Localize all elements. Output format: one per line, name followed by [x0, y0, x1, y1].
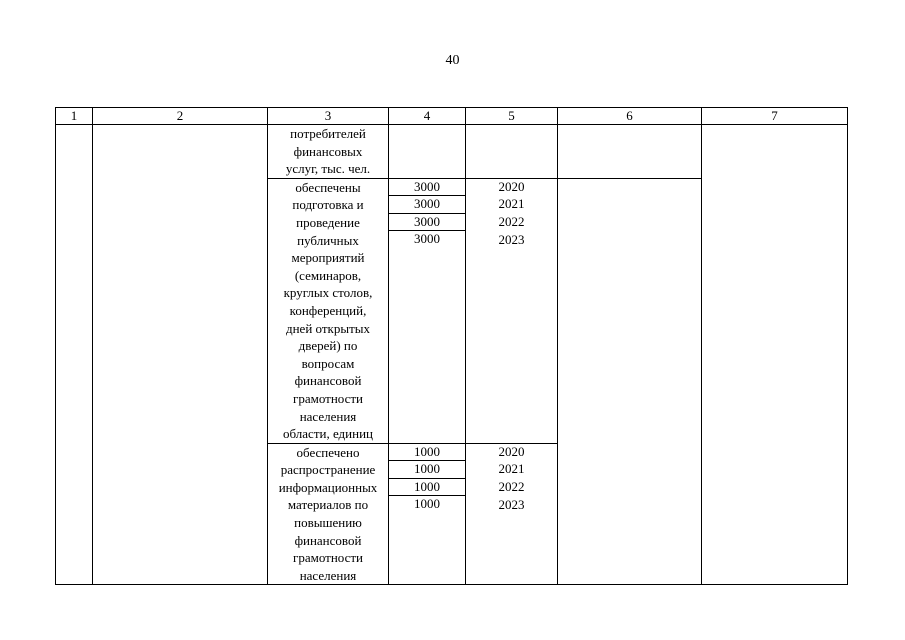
text-line: грамотности	[292, 390, 364, 406]
value-cell: 3000	[389, 213, 466, 230]
indicator-continuation	[268, 125, 389, 179]
column-header: 2	[93, 108, 268, 125]
text-line: населения	[299, 408, 357, 424]
text-line: грамотности	[292, 550, 364, 566]
text-line: повышению	[294, 515, 362, 531]
value-cell: 1000	[389, 443, 466, 461]
text-line: информационных	[278, 479, 378, 495]
text-line: области, единиц	[283, 426, 373, 442]
column-header: 7	[702, 108, 848, 125]
year-line: 2021	[498, 196, 525, 212]
text-line: мероприятий	[291, 250, 365, 266]
text-line: дверей) по	[298, 338, 358, 354]
value-cell	[389, 125, 466, 179]
text-line: конференций,	[289, 302, 367, 318]
text-line: финансовых	[293, 143, 363, 159]
column-header: 5	[466, 108, 558, 125]
value-cell: 3000	[389, 196, 466, 213]
column-header: 3	[268, 108, 389, 125]
text-line: подготовка и	[292, 197, 364, 213]
text-line: потребителей	[290, 126, 366, 141]
table-header-row	[56, 108, 848, 125]
indicator-description	[268, 178, 389, 443]
year-line: 2022	[498, 213, 525, 229]
year-cell	[466, 443, 558, 585]
value-cell: 1000	[389, 496, 466, 585]
text-line: финансовой	[294, 532, 362, 548]
year-line: 2023	[498, 496, 525, 512]
value-cell: 3000	[389, 178, 466, 195]
column-header: 6	[558, 108, 702, 125]
year-cell	[466, 178, 558, 443]
text-line: обеспечено	[296, 444, 360, 460]
table-row	[56, 125, 848, 179]
text-line: проведение	[296, 214, 360, 230]
value-cell: 1000	[389, 478, 466, 496]
column-header: 1	[56, 108, 93, 125]
value-cell: 1000	[389, 461, 466, 479]
year-line: 2020	[498, 443, 525, 459]
indicator-description	[268, 443, 389, 585]
column-header: 4	[389, 108, 466, 125]
text-line: обеспечены	[295, 179, 361, 195]
col6-cell	[558, 178, 702, 585]
text-line: услуг, тыс. чел.	[285, 161, 371, 177]
year-line: 2020	[498, 178, 525, 194]
text-line: вопросам	[301, 355, 355, 371]
text-line: населения	[299, 567, 357, 583]
year-cell	[466, 125, 558, 179]
year-line: 2023	[498, 231, 525, 247]
text-line: круглых столов,	[283, 285, 373, 301]
text-line: финансовой	[294, 373, 362, 389]
year-line: 2021	[498, 461, 525, 477]
text-line: дней открытых	[285, 320, 371, 336]
col6-cell	[558, 125, 702, 179]
page-number: 40	[445, 53, 460, 68]
text-line: материалов по	[287, 497, 369, 513]
col7-cell	[702, 125, 848, 585]
col1-cell	[56, 125, 93, 585]
text-line: распространение	[280, 462, 376, 478]
text-line: публичных	[297, 232, 359, 248]
indicator-table	[55, 107, 848, 585]
value-cell: 3000	[389, 231, 466, 444]
col2-cell	[93, 125, 268, 585]
year-line: 2022	[498, 478, 525, 494]
text-line: (семинаров,	[294, 267, 362, 283]
